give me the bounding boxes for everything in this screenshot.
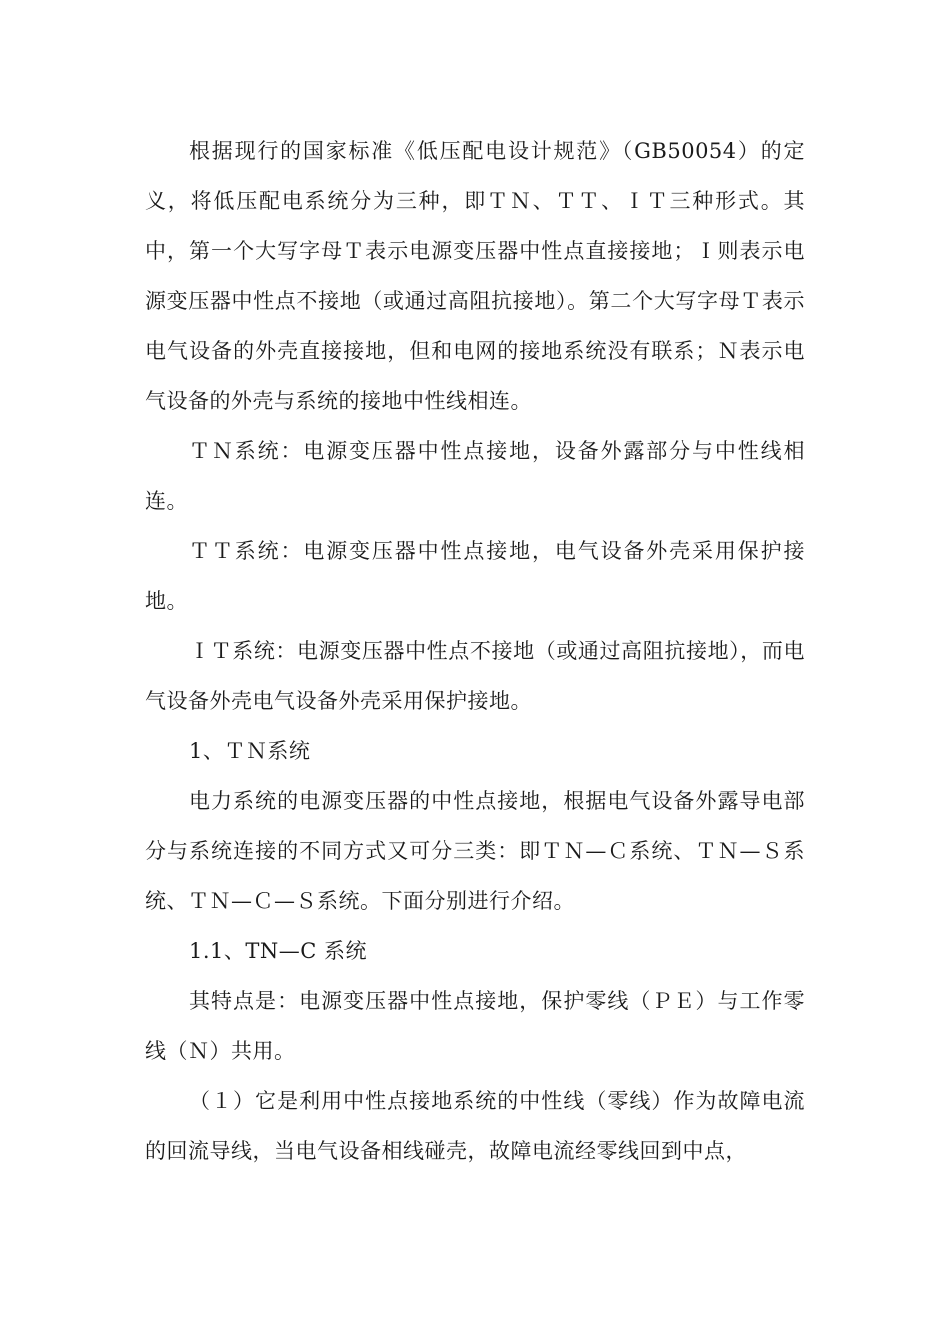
paragraph-tnc-point-1: （１）它是利用中性点接地系统的中性线（零线）作为故障电流的回流导线，当电气设备相线碰壳，故障电流经零线回到中点， xyxy=(145,1089,805,1163)
paragraph-tt-system: ＴＴ系统：电源变压器中性点接地，电气设备外壳采用保护接地。 xyxy=(145,539,805,613)
paragraph-definition: 根据现行的国家标准《低压配电设计规范》（GB50054）的定义，将低压配电系统分为三种，即ＴＮ、ＴＴ、ＩＴ三种形式。其中，第一个大写字母Ｔ表示电源变压器中性点直接接地；Ｉ则表示电源变压器中性点不接地（或通过高阻抗接地）。第二个大写字母Ｔ表示电气设备的外壳直接接地，但和电网的接地系统没有联系；Ｎ表示电气设备的外壳与系统的接地中性线相连。 xyxy=(145,139,805,413)
heading-section-1-1: 1.1、TN—C 系统 xyxy=(189,939,368,963)
document-body xyxy=(145,126,805,1176)
paragraph-it-system: ＩＴ系统：电源变压器中性点不接地（或通过高阻抗接地），而电气设备外壳电气设备外壳采用保护接地。 xyxy=(145,639,805,713)
paragraph-tnc-features: 其特点是：电源变压器中性点接地，保护零线（ＰＥ）与工作零线（Ｎ）共用。 xyxy=(145,989,805,1063)
paragraph-tn-system: ＴＮ系统：电源变压器中性点接地，设备外露部分与中性线相连。 xyxy=(145,439,805,513)
paragraph-tn-types: 电力系统的电源变压器的中性点接地，根据电气设备外露导电部分与系统连接的不同方式又可分三类：即ＴＮ—Ｃ系统、ＴＮ—Ｓ系统、ＴＮ—Ｃ—Ｓ系统。下面分别进行介绍。 xyxy=(145,789,805,913)
heading-section-1: 1、ＴＮ系统 xyxy=(189,739,311,763)
